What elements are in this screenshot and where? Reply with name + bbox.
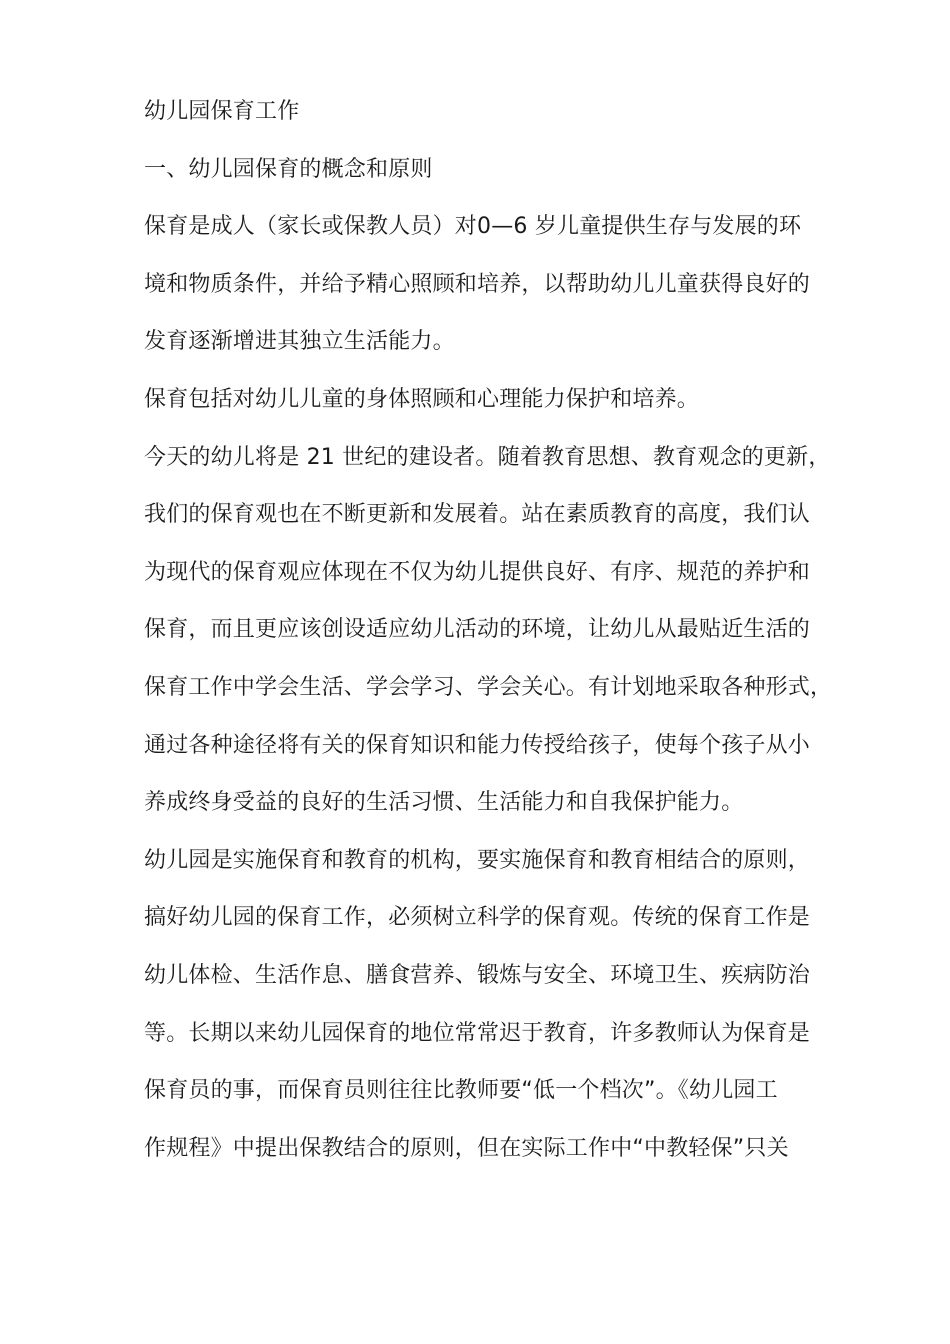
paragraph-line: 保育是成人（家长或保教人员）对0—6 岁儿童提供生存与发展的环 — [144, 214, 802, 240]
paragraph-3 — [144, 438, 833, 841]
paragraph-line: 养成终身受益的良好的生活习惯、生活能力和自我保护能力。 — [144, 790, 744, 816]
paragraph-line: 保育员的事，而保育员则往往比教师要“低一个档次”。《幼儿园工 — [144, 1078, 778, 1104]
paragraph-line: 今天的幼儿将是 21 世纪的建设者。随着教育思想、教育观念的更新， — [144, 444, 831, 470]
paragraph-line: 作规程》中提出保教结合的原则，但在实际工作中“中教轻保”只关 — [144, 1135, 789, 1161]
document-body — [144, 92, 833, 1186]
paragraph-line: 保育包括对幼儿儿童的身体照顾和心理能力保护和培养。 — [144, 386, 700, 412]
paragraph-line: 通过各种途径将有关的保育知识和能力传授给孩子，使每个孩子从小 — [144, 732, 811, 758]
paragraph-line: 幼儿园是实施保育和教育的机构，要实施保育和教育相结合的原则， — [144, 847, 811, 873]
section-heading: 一、幼儿园保育的概念和原则 — [144, 156, 433, 182]
paragraph-line: 保育工作中学会生活、学会学习、学会关心。有计划地采取各种形式， — [144, 674, 833, 700]
document-title: 幼儿园保育工作 — [144, 99, 300, 124]
paragraph-line: 搞好幼儿园的保育工作，必须树立科学的保育观。传统的保育工作是 — [144, 905, 811, 931]
paragraph-line: 为现代的保育观应体现在不仅为幼儿提供良好、有序、规范的养护和 — [144, 559, 811, 585]
paragraph-line: 我们的保育观也在不断更新和发展着。站在素质教育的高度，我们认 — [144, 502, 811, 528]
paragraph-line: 保育，而且更应该创设适应幼儿活动的环境，让幼儿从最贴近生活的 — [144, 617, 811, 643]
paragraph-2 — [144, 380, 824, 438]
paragraph-line: 发育逐渐增进其独立生活能力。 — [144, 329, 455, 355]
paragraph-line: 境和物质条件，并给予精心照顾和培养，以帮助幼儿儿童获得良好的 — [144, 271, 811, 297]
paragraph-1 — [144, 207, 824, 380]
paragraph-line: 幼儿体检、生活作息、膳食营养、锻炼与安全、环境卫生、疾病防治 — [144, 962, 811, 988]
paragraph-4 — [144, 841, 824, 1187]
paragraph-line: 等。长期以来幼儿园保育的地位常常迟于教育，许多教师认为保育是 — [144, 1020, 811, 1046]
